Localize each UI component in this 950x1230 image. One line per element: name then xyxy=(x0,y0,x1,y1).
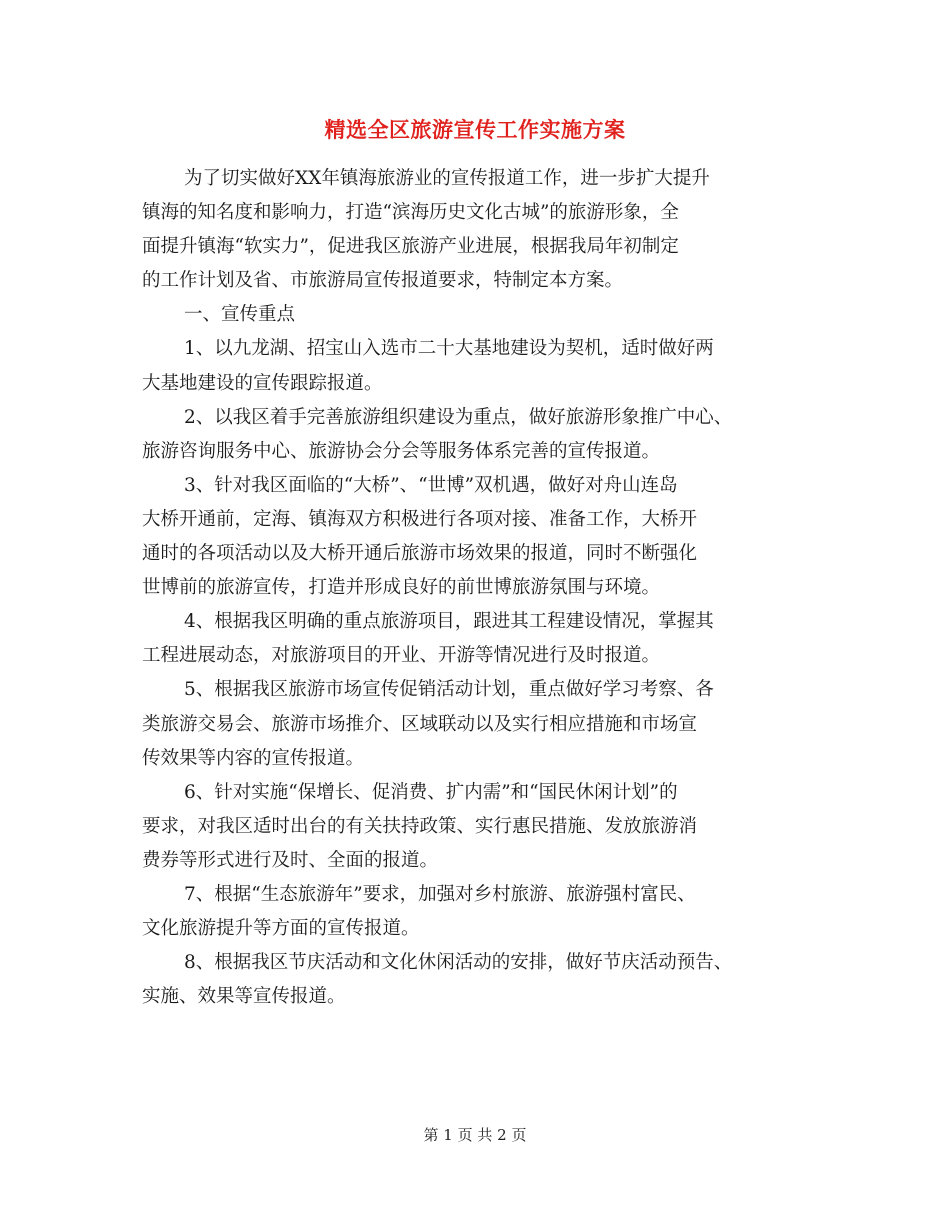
text-line: 传效果等内容的宣传报道。 xyxy=(142,747,365,769)
text-line: 要求，对我区适时出台的有关扶持政策、实行惠民措施、发放旅游消 xyxy=(142,815,698,837)
paragraph xyxy=(142,469,822,605)
text-line: 通时的各项活动以及大桥开通后旅游市场效果的报道，同时不断强化 xyxy=(142,543,698,565)
text-line: 面提升镇海“软实力”，促进我区旅游产业进展，根据我局年初制定 xyxy=(142,236,679,258)
paragraph xyxy=(142,878,822,946)
paragraph xyxy=(142,401,822,469)
text-line: 费券等形式进行及时、全面的报道。 xyxy=(142,849,439,871)
text-line: 4、根据我区明确的重点旅游项目，跟进其工程建设情况，掌握其 xyxy=(184,611,714,633)
text-line: 工程进展动态，对旅游项目的开业、开游等情况进行及时报道。 xyxy=(142,645,661,667)
text-line: 大基地建设的宣传跟踪报道。 xyxy=(142,372,383,394)
text-line: 7、根据“生态旅游年”要求，加强对乡村旅游、旅游强村富民、 xyxy=(184,883,696,905)
text-line: 实施、效果等宣传报道。 xyxy=(142,986,346,1008)
text-line: 8、根据我区节庆活动和文化休闲活动的安排，做好节庆活动预告、 xyxy=(184,952,733,974)
paragraph xyxy=(142,298,822,332)
text-line: 世博前的旅游宣传，打造并形成良好的前世博旅游氛围与环境。 xyxy=(142,577,661,599)
text-line: 为了切实做好XX年镇海旅游业的宣传报道工作，进一步扩大提升 xyxy=(184,168,710,189)
page-number-footer: 第 1 页 共 2 页 xyxy=(423,1126,527,1144)
text-line: 文化旅游提升等方面的宣传报道。 xyxy=(142,918,420,940)
document-body xyxy=(142,162,822,1014)
text-line: 3、针对我区面临的“大桥”、“世博”双机遇，做好对舟山连岛 xyxy=(184,474,678,496)
paragraph xyxy=(142,332,822,400)
text-line: 1、以九龙湖、招宝山入选市二十大基地建设为契机，适时做好两 xyxy=(184,338,714,360)
text-line: 一、宣传重点 xyxy=(184,304,296,326)
paragraph xyxy=(142,946,822,1014)
text-line: 6、针对实施“保增长、促消费、扩内需”和“国民休闲计划”的 xyxy=(184,781,678,803)
text-line: 类旅游交易会、旅游市场推介、区域联动以及实行相应措施和市场宣 xyxy=(142,713,698,735)
paragraph xyxy=(142,162,822,298)
text-line: 大桥开通前，定海、镇海双方积极进行各项对接、准备工作，大桥开 xyxy=(142,508,698,530)
text-line: 旅游咨询服务中心、旅游协会分会等服务体系完善的宣传报道。 xyxy=(142,440,661,462)
text-line: 镇海的知名度和影响力，打造“滨海历史文化古城”的旅游形象，全 xyxy=(142,202,679,224)
document-title: 精选全区旅游宣传工作实施方案 xyxy=(324,118,626,142)
text-line: 2、以我区着手完善旅游组织建设为重点，做好旅游形象推广中心、 xyxy=(184,406,733,428)
paragraph xyxy=(142,776,822,878)
text-line: 的工作计划及省、市旅游局宣传报道要求，特制定本方案。 xyxy=(142,270,624,292)
text-line: 5、根据我区旅游市场宣传促销活动计划，重点做好学习考察、各 xyxy=(184,679,714,701)
paragraph xyxy=(142,605,822,673)
paragraph xyxy=(142,673,822,775)
